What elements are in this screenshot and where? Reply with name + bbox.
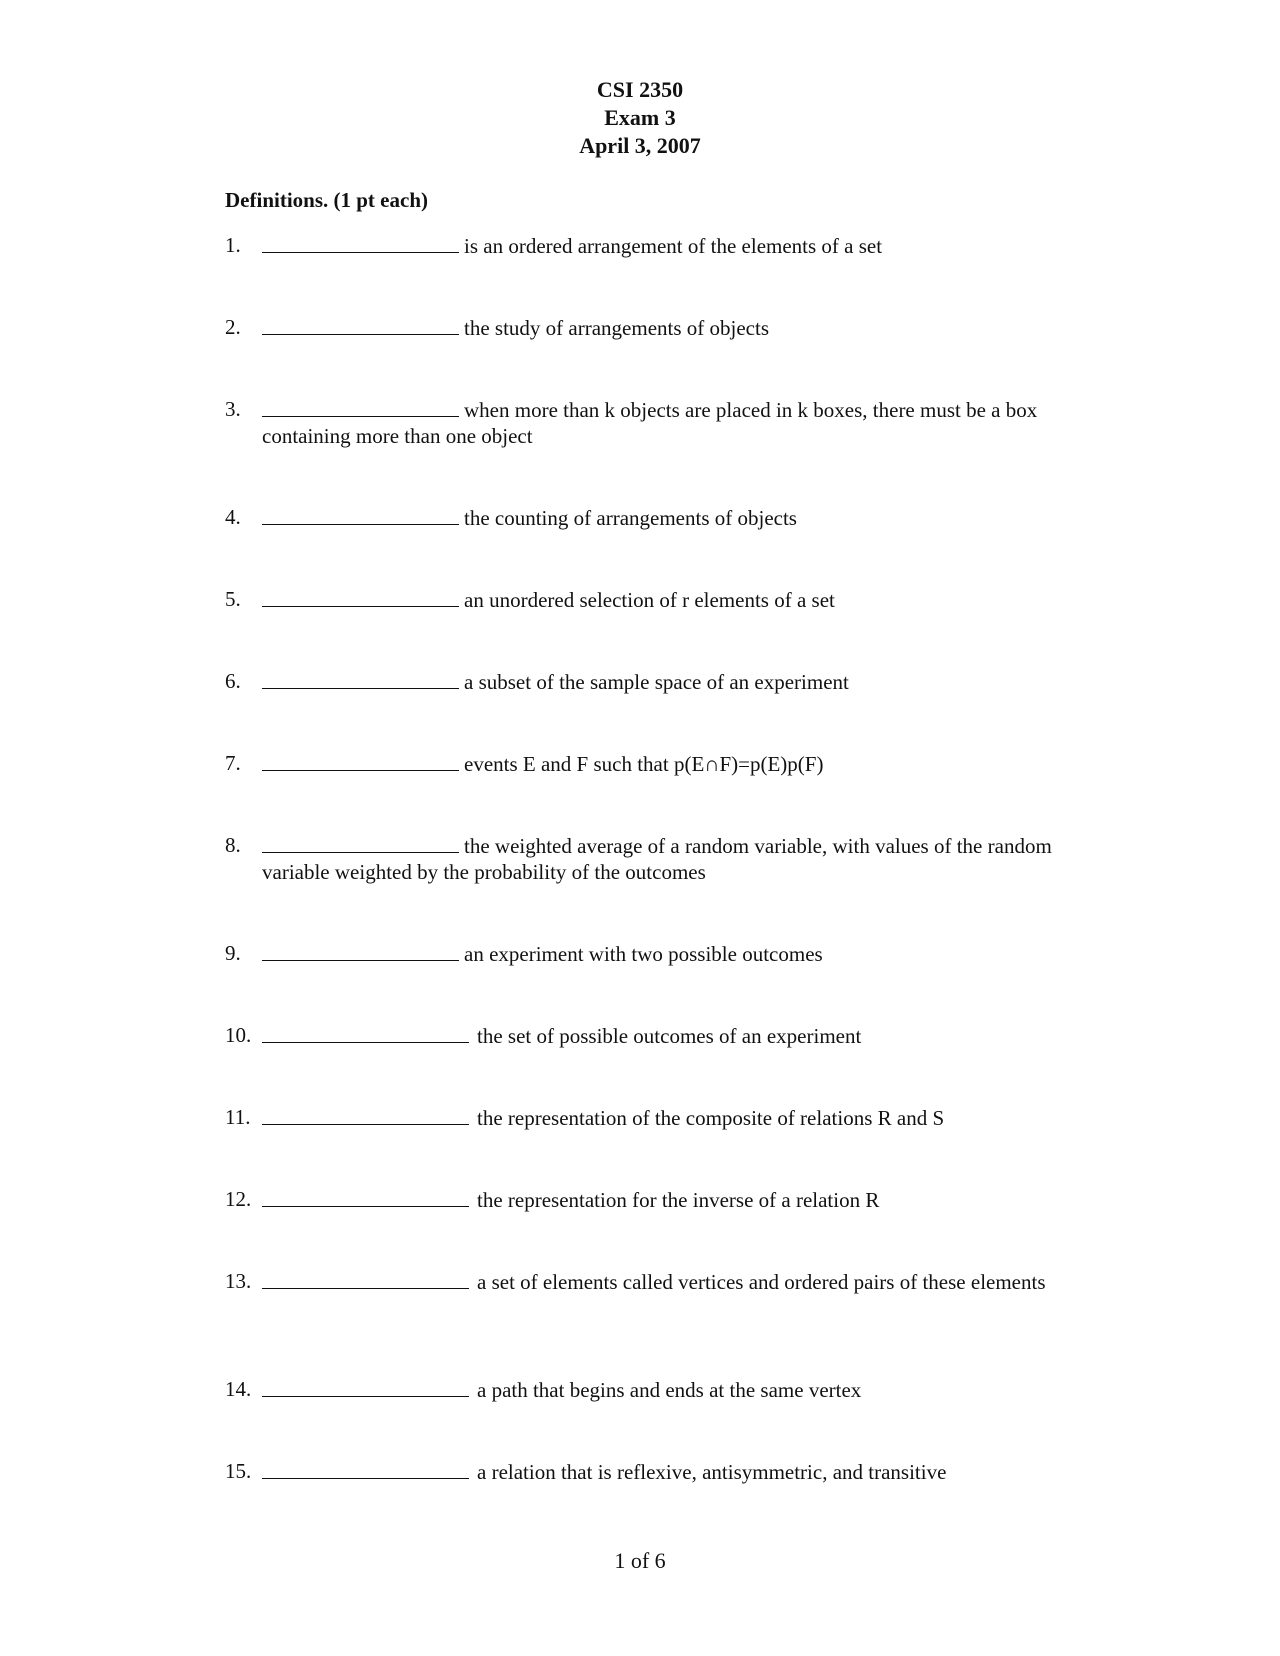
answer-blank[interactable] xyxy=(262,314,459,335)
question-14 xyxy=(225,1376,1065,1403)
question-number: 9. xyxy=(225,941,241,965)
answer-blank[interactable] xyxy=(262,1376,469,1397)
question-text: the representation of the composite of relations R and S xyxy=(477,1106,945,1130)
question-number: 5. xyxy=(225,587,241,611)
exam-date: April 3, 2007 xyxy=(579,133,701,158)
question-text: an unordered selection of r elements of a set xyxy=(464,588,835,612)
question-7 xyxy=(225,750,1065,777)
answer-blank[interactable] xyxy=(262,1268,469,1289)
question-text: the weighted average of a random variable, with values of the random variable weighted by the probability of the outcomes xyxy=(262,834,1052,884)
answer-blank[interactable] xyxy=(262,396,459,417)
question-number: 1. xyxy=(225,233,241,257)
question-text: an experiment with two possible outcomes xyxy=(464,942,823,966)
answer-blank[interactable] xyxy=(262,750,459,771)
question-number: 10. xyxy=(225,1023,252,1047)
question-number: 6. xyxy=(225,669,241,693)
question-2 xyxy=(225,314,1065,341)
question-number: 12. xyxy=(225,1187,252,1211)
question-5 xyxy=(225,586,1065,613)
section-title: Definitions. (1 pt each) xyxy=(225,188,428,212)
answer-blank[interactable] xyxy=(262,832,459,853)
answer-blank[interactable] xyxy=(262,232,459,253)
answer-blank[interactable] xyxy=(262,1458,469,1479)
page-number: 1 of 6 xyxy=(614,1548,666,1573)
course-title: CSI 2350 xyxy=(596,77,684,102)
question-number: 8. xyxy=(225,833,241,857)
answer-blank[interactable] xyxy=(262,940,459,961)
question-11 xyxy=(225,1104,1065,1131)
question-text: when more than k objects are placed in k boxes, there must be a box containing more than one object xyxy=(262,398,1038,448)
answer-blank[interactable] xyxy=(262,586,459,607)
question-text: the study of arrangements of objects xyxy=(464,316,769,340)
question-text: a relation that is reflexive, antisymmetric, and transitive xyxy=(477,1460,947,1484)
question-number: 11. xyxy=(225,1105,251,1129)
exam-header xyxy=(0,76,1280,160)
question-4 xyxy=(225,504,1065,531)
question-number: 2. xyxy=(225,315,241,339)
question-number: 4. xyxy=(225,505,241,529)
answer-blank[interactable] xyxy=(262,504,459,525)
question-8 xyxy=(225,832,1065,885)
question-3 xyxy=(225,396,1065,449)
question-1 xyxy=(225,232,1065,259)
question-number: 13. xyxy=(225,1269,252,1293)
question-12 xyxy=(225,1186,1065,1213)
answer-blank[interactable] xyxy=(262,1186,469,1207)
question-6 xyxy=(225,668,1065,695)
question-text: a set of elements called vertices and ordered pairs of these elements xyxy=(477,1270,1046,1294)
question-text: the set of possible outcomes of an experiment xyxy=(477,1024,862,1048)
question-number: 7. xyxy=(225,751,241,775)
question-number: 3. xyxy=(225,397,241,421)
question-text: a subset of the sample space of an experiment xyxy=(464,670,849,694)
question-text: events E and F such that p(E∩F)=p(E)p(F) xyxy=(464,752,824,776)
question-text: the representation for the inverse of a relation R xyxy=(477,1188,880,1212)
question-number: 14. xyxy=(225,1377,252,1401)
exam-title: Exam 3 xyxy=(604,105,676,130)
question-15 xyxy=(225,1458,1065,1485)
question-number: 15. xyxy=(225,1459,252,1483)
question-text: the counting of arrangements of objects xyxy=(464,506,797,530)
question-9 xyxy=(225,940,1065,967)
answer-blank[interactable] xyxy=(262,668,459,689)
answer-blank[interactable] xyxy=(262,1104,469,1125)
question-13 xyxy=(225,1268,1065,1295)
question-text: is an ordered arrangement of the elements of a set xyxy=(464,234,883,258)
question-10 xyxy=(225,1022,1065,1049)
question-text: a path that begins and ends at the same vertex xyxy=(477,1378,862,1402)
answer-blank[interactable] xyxy=(262,1022,469,1043)
